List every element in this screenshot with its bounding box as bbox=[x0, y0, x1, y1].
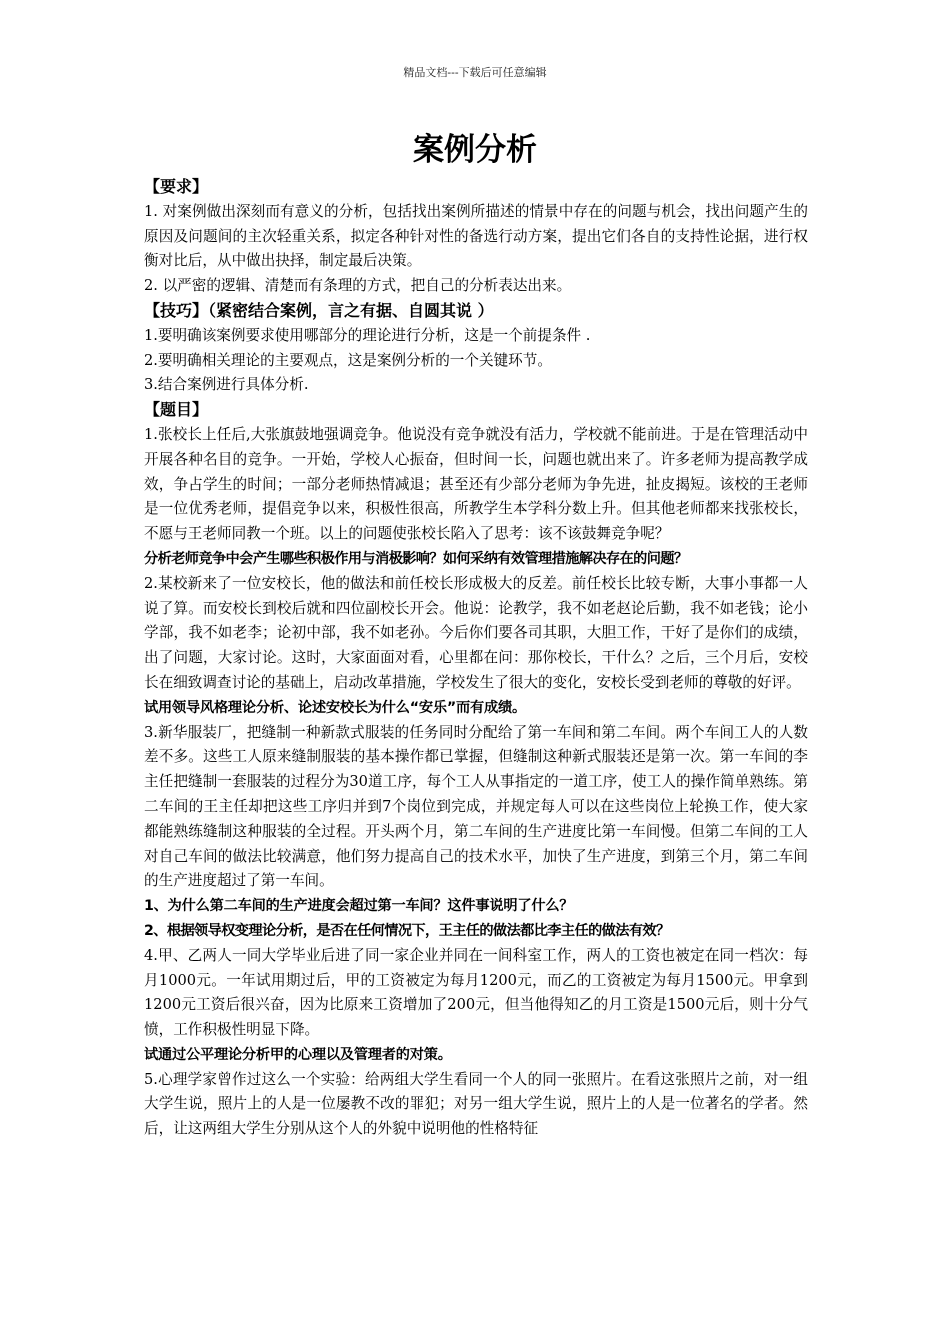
requirement-item-2: 2. 以严密的逻辑、清楚而有条理的方式，把自己的分析表达出来。 bbox=[144, 277, 572, 295]
requirement-item-1: 1. 对案例做出深刻而有意义的分析，包括找出案例所描述的情景中存在的问题与机会，找出问题产生的原因及问题间的主次轻重关系，拟定各种针对性的备选行动方案，提出它们各自的支持性论据，进行权衡对比后，从中做出抉择，制定最后决策。 bbox=[144, 202, 808, 270]
case-3-text: 3.新华服装厂，把缝制一种新款式服装的任务同时分配给了第一车间和第二车间。两个车间工人的人数差不多。这些工人原来缝制服装的基本操作都已掌握，但缝制这种新式服装还是第一次。第一车间的李主任把缝制一套服装的过程分为30道工序，每个工人从事指定的一道工序，使工人的操作简单熟练。第二车间的王主任却把这些工序归并到7个岗位到完成，并规定每人可以在这些岗位上轮换工作，使大家都能熟练缝制这种服装的全过程。开头两个月，第二车间的生产进度比第一车间慢。但第二车间的工人对自己车间的做法比较满意，他们努力提高自己的技术水平，加快了生产进度，到第三个月，第二车间的生产进度超过了第一车间。 bbox=[144, 723, 808, 890]
case-2-question: 试用领导风格理论分析、论述安校长为什么“安乐”而有成绩。 bbox=[144, 699, 526, 716]
page-header-note: 精品文档---下载后可任意编辑 bbox=[403, 66, 547, 79]
case-5-text: 5.心理学家曾作过这么一个实验：给两组大学生看同一个人的同一张照片。在看这张照片之前，对一组大学生说，照片上的人是一位屡教不改的罪犯；对另一组大学生说，照片上的人是一位著名的学者。然后，让这两组大学生分别从这个人的外貌中说明他的性格特征 bbox=[144, 1070, 808, 1138]
skill-item-1: 1.要明确该案例要求使用哪部分的理论进行分析，这是一个前提条件 . bbox=[144, 326, 591, 344]
document-body bbox=[144, 175, 808, 1142]
case-3-question-a: 1、为什么第二车间的生产进度会超过第一车间？这件事说明了什么？ bbox=[144, 898, 574, 915]
case-1-text: 1.张校长上任后,大张旗鼓地强调竞争。他说没有竞争就没有活力，学校就不能前进。于是在管理活动中开展各种名目的竞争。一开始，学校人心振奋，但时间一长，问题也就出来了。许多老师为提高教学成效，争占学生的时间；一部分老师热情减退；甚至还有少部分老师为争先进，扯皮揭短。该校的王老师是一位优秀老师，提倡竞争以来，积极性很高，所教学生本学科分数上升。但其他老师都来找张校长，不愿与王老师同教一个班。以上的问题使张校长陷入了思考：该不该鼓舞竞争呢？ bbox=[144, 425, 808, 543]
case-4-text: 4.甲、乙两人一同大学毕业后进了同一家企业并同在一间科室工作，两人的工资也被定在同一档次：每月1000元。一年试用期过后，甲的工资被定为每月1200元，而乙的工资被定为每月1500元。甲拿到1200元工资后很兴奋，因为比原来工资增加了200元，但当他得知乙的月工资是1500元后，则十分气愤，工作积极性明显下降。 bbox=[144, 946, 808, 1039]
case-4-question: 试通过公平理论分析甲的心理以及管理者的对策。 bbox=[144, 1046, 452, 1063]
skills-heading: 【技巧】（紧密结合案例，言之有据、自圆其说 ） bbox=[144, 300, 494, 320]
case-1-question: 分析老师竞争中会产生哪些积极作用与消极影响？如何采纳有效管理措施解决存在的问题？ bbox=[144, 550, 688, 567]
skill-item-3: 3.结合案例进行具体分析. bbox=[144, 376, 309, 394]
requirements-heading: 【要求】 bbox=[144, 177, 209, 196]
case-2-text: 2.某校新来了一位安校长，他的做法和前任校长形成极大的反差。前任校长比较专断，大事小事都一人说了算。而安校长到校后就和四位副校长开会。他说：论教学，我不如老赵论后勤，我不如老钱；论小学部，我不如老李；论初中部，我不如老孙。今后你们要各司其职，大胆工作，干好了是你们的成绩，出了问题，大家讨论。这时，大家面面对看，心里都在问：那你校长，干什么？之后，三个月后，安校长在细致调查讨论的基础上，启动改革措施，学校发生了很大的变化，安校长受到老师的尊敬的好评。 bbox=[144, 574, 808, 691]
document-title: 案例分析 bbox=[413, 132, 537, 168]
topics-heading: 【题目】 bbox=[144, 400, 209, 420]
skill-item-2: 2.要明确相关理论的主要观点，这是案例分析的一个关键环节。 bbox=[144, 351, 552, 369]
case-3-question-b: 2、根据领导权变理论分析，是否在任何情况下，王主任的做法都比李主任的做法有效？ bbox=[144, 922, 670, 939]
